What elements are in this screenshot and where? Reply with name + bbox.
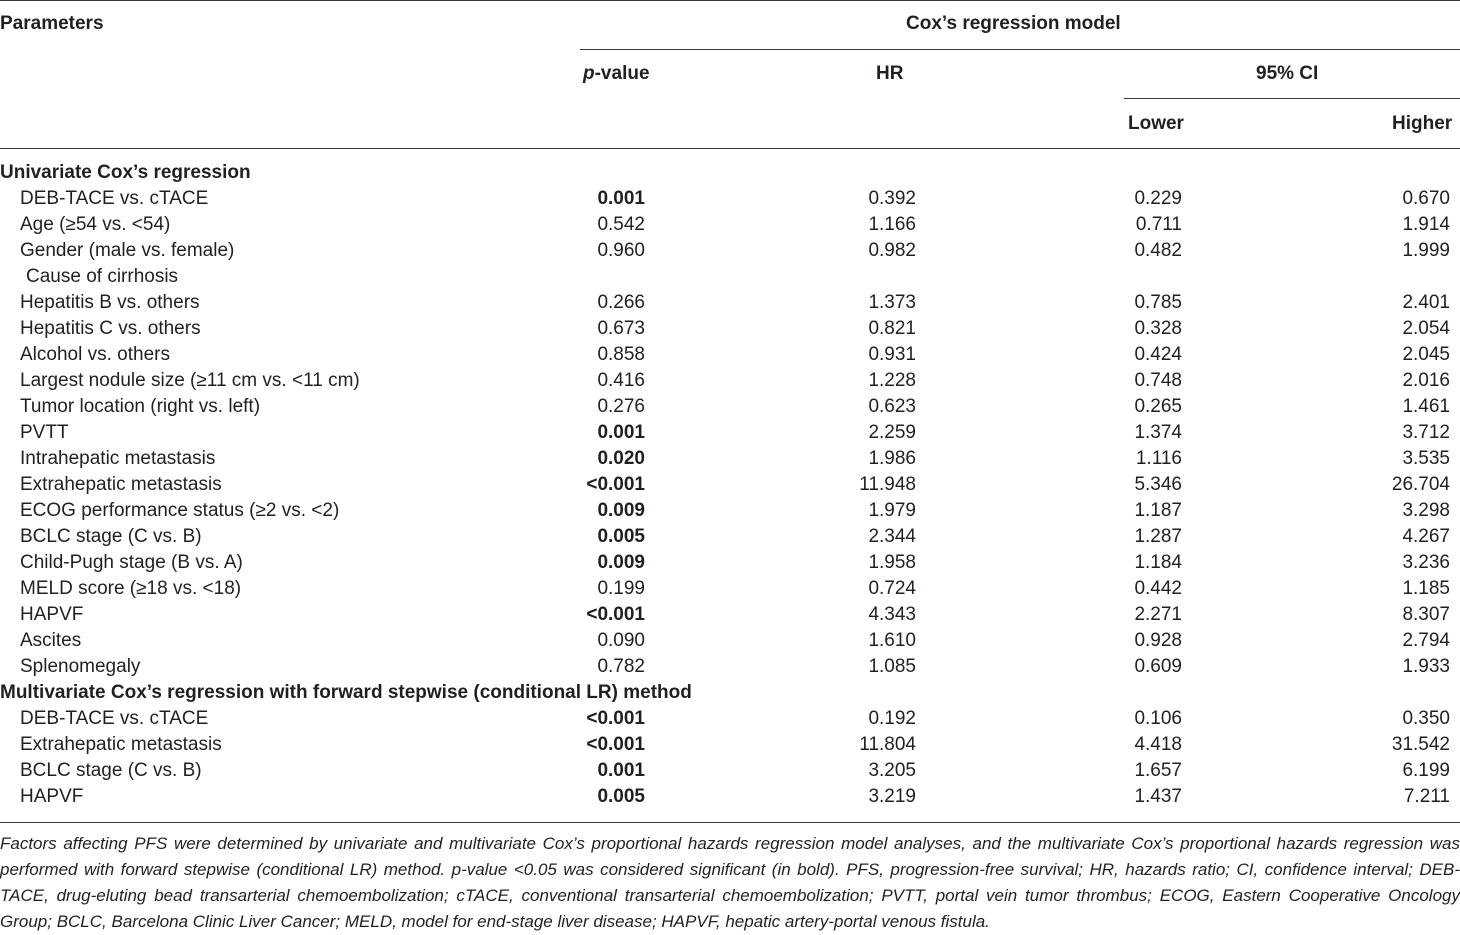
cell-ci-higher: 2.794 [1402,630,1450,651]
cell-hr: 0.821 [868,318,916,339]
cell-p-value: <0.001 [586,734,645,755]
cell-ci-higher: 31.542 [1391,734,1450,755]
cell-ci-lower: 0.609 [1134,656,1182,677]
row-label: Gender (male vs. female) [20,240,235,261]
cell-ci-higher: 1.185 [1402,578,1450,599]
row-label: Age (≥54 vs. <54) [20,214,171,235]
cell-ci-lower: 0.229 [1134,188,1182,209]
header-bottom-rule [0,148,1460,149]
cell-p-value: 0.005 [597,526,645,547]
cell-hr: 1.986 [868,448,916,469]
row-label: Hepatitis B vs. others [20,292,200,313]
cell-ci-lower: 0.711 [1135,214,1182,235]
cell-hr: 1.958 [868,552,916,573]
cell-ci-lower: 5.346 [1134,474,1182,495]
cell-ci-higher: 3.712 [1402,422,1450,443]
row-label: Extrahepatic metastasis [20,474,222,495]
header-ci: 95% CI [1256,63,1319,84]
cell-p-value: 0.542 [597,214,645,235]
cell-p-value: <0.001 [586,474,645,495]
row-label: Cause of cirrhosis [26,266,179,287]
row-label: Alcohol vs. others [20,344,170,365]
header-p-value [583,63,650,85]
cell-ci-lower: 1.374 [1134,422,1182,443]
cell-hr: 1.166 [868,214,916,235]
row-label: DEB-TACE vs. cTACE [20,708,209,729]
cell-p-value: 0.005 [597,786,645,807]
row-label: Ascites [20,630,82,651]
row-label: Hepatitis C vs. others [20,318,201,339]
cell-ci-higher: 26.704 [1391,474,1450,495]
cell-ci-lower: 1.184 [1134,552,1182,573]
cell-hr: 1.228 [868,370,916,391]
cell-p-value: 0.001 [597,188,645,209]
row-label: ECOG performance status (≥2 vs. <2) [20,500,340,521]
cell-p-value: 0.416 [597,370,645,391]
cell-p-value: 0.009 [597,500,645,521]
cell-ci-higher: 1.461 [1402,396,1450,417]
cell-hr: 1.979 [868,500,916,521]
model-header-rule [580,49,1460,50]
row-label: PVTT [20,422,69,443]
cell-ci-higher: 3.236 [1402,552,1450,573]
cell-hr: 0.392 [868,188,916,209]
row-label: MELD score (≥18 vs. <18) [20,578,242,599]
cell-hr: 1.085 [868,656,916,677]
cell-ci-higher: 1.933 [1402,656,1450,677]
cell-hr: 2.259 [868,422,916,443]
cell-p-value: 0.960 [597,240,645,261]
cell-ci-lower: 0.748 [1134,370,1182,391]
cell-ci-lower: 1.437 [1134,786,1182,807]
cell-ci-lower: 0.106 [1134,708,1182,729]
cell-ci-lower: 0.928 [1134,630,1182,651]
cell-ci-lower: 0.442 [1134,578,1182,599]
section-title: Univariate Cox’s regression [0,162,251,183]
header-hr: HR [876,63,904,84]
cell-ci-lower: 1.116 [1135,448,1182,469]
row-label: Intrahepatic metastasis [20,448,216,469]
cell-p-value: <0.001 [586,604,645,625]
cell-hr: 0.623 [868,396,916,417]
row-label: Largest nodule size (≥11 cm vs. <11 cm) [20,370,360,391]
row-label: BCLC stage (C vs. B) [20,526,202,547]
cell-hr: 4.343 [868,604,916,625]
cell-ci-lower: 0.785 [1134,292,1182,313]
cell-p-value: 0.020 [597,448,645,469]
row-label: HAPVF [20,786,84,807]
cell-p-value: <0.001 [586,708,645,729]
header-model: Cox’s regression model [906,13,1121,34]
cell-hr: 0.192 [868,708,916,729]
cell-ci-higher: 7.211 [1403,786,1450,807]
row-label: Splenomegaly [20,656,141,677]
cell-hr: 3.205 [868,760,916,781]
cell-ci-lower: 0.328 [1134,318,1182,339]
table-bottom-rule [0,822,1460,823]
row-label: HAPVF [20,604,84,625]
cell-p-value: 0.090 [597,630,645,651]
cell-ci-lower: 2.271 [1134,604,1182,625]
cell-hr: 3.219 [868,786,916,807]
row-label: Extrahepatic metastasis [20,734,222,755]
cell-ci-higher: 0.670 [1402,188,1450,209]
cell-p-value: 0.858 [597,344,645,365]
cell-p-value: 0.266 [597,292,645,313]
cell-hr: 11.948 [859,474,916,495]
cell-ci-lower: 4.418 [1134,734,1182,755]
cell-ci-lower: 0.482 [1134,240,1182,261]
section-title: Multivariate Cox’s regression with forward stepwise (conditional LR) method [0,682,692,703]
cell-ci-higher: 0.350 [1402,708,1450,729]
cell-ci-higher: 2.016 [1402,370,1450,391]
cell-p-value: 0.001 [597,760,645,781]
cell-ci-higher: 2.045 [1402,344,1450,365]
cell-ci-lower: 1.657 [1134,760,1182,781]
cell-ci-higher: 2.401 [1402,292,1450,313]
cell-hr: 0.982 [868,240,916,261]
cell-p-value: 0.009 [597,552,645,573]
cell-p-value: 0.782 [597,656,645,677]
cell-ci-higher: 1.999 [1402,240,1450,261]
header-higher: Higher [1392,113,1453,134]
cell-p-value: 0.001 [597,422,645,443]
cell-hr: 1.610 [868,630,916,651]
cell-ci-higher: 3.535 [1402,448,1450,469]
cell-hr: 1.373 [868,292,916,313]
cell-ci-lower: 0.424 [1134,344,1182,365]
header-p-italic: p [583,63,595,84]
cell-ci-higher: 6.199 [1402,760,1450,781]
cell-p-value: 0.199 [597,578,645,599]
row-label: Tumor location (right vs. left) [20,396,261,417]
cell-hr: 0.931 [868,344,916,365]
cell-p-value: 0.276 [597,396,645,417]
header-parameters: Parameters [0,13,104,34]
cell-ci-higher: 1.914 [1402,214,1450,235]
cell-p-value: 0.673 [597,318,645,339]
cell-hr: 2.344 [868,526,916,547]
cell-hr: 0.724 [868,578,916,599]
table-top-rule [0,0,1460,1]
row-label: BCLC stage (C vs. B) [20,760,202,781]
row-label: DEB-TACE vs. cTACE [20,188,209,209]
cell-ci-lower: 1.287 [1134,526,1182,547]
cell-ci-higher: 2.054 [1402,318,1450,339]
header-p-rest: -value [594,63,650,84]
table-footnote: Factors affecting PFS were determined by univariate and multivariate Cox’s proportional hazards regression model analyses, and the multivariate Cox’s proportional hazards regression was performed with forward stepwise (conditional LR) method. p-value <0.05 was considered significant (in bold). PFS, progression-free survival; HR, hazards ratio; CI, confidence interval; DEB-TACE, drug-eluting bead transarterial chemoembolization; cTACE, conventional transarterial chemoembolization; PVTT, portal vein tumor thrombus; ECOG, Eastern Cooperative Oncology Group; BCLC, Barcelona Clinic Liver Cancer; MELD, model for end-stage liver disease; HAPVF, hepatic artery-portal venous fistula. [0,834,1460,931]
cell-ci-lower: 1.187 [1134,500,1182,521]
cell-ci-higher: 3.298 [1402,500,1450,521]
header-lower: Lower [1128,113,1184,134]
cell-hr: 11.804 [859,734,916,755]
cell-ci-higher: 8.307 [1402,604,1450,625]
cell-ci-lower: 0.265 [1134,396,1182,417]
row-label: Child-Pugh stage (B vs. A) [20,552,243,573]
ci-header-rule [1124,98,1460,99]
cell-ci-higher: 4.267 [1402,526,1450,547]
